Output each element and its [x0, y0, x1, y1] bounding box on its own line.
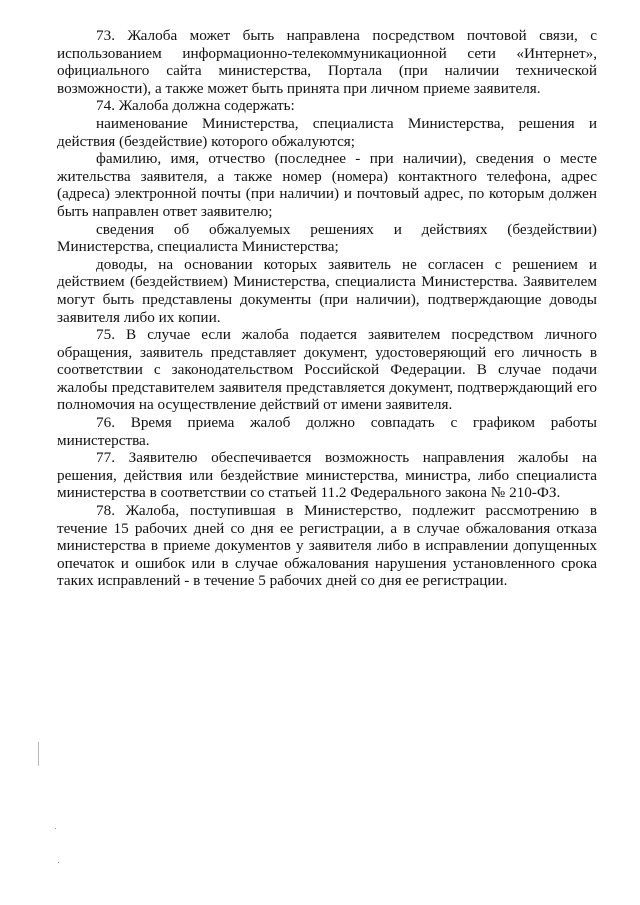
paragraph-74-item-applicant: фамилию, имя, отчество (последнее - при наличии), сведения о месте жительства заявителя, а также номер (номера) контактного телефона, адрес (адреса) электронной почты (при наличии) и почтовый адрес, по которым должен быть направлен ответ заявителю; [57, 150, 597, 220]
paragraph-75: 75. В случае если жалоба подается заявителем посредством личного обращения, заявитель представляет документ, удостоверяющий его личность в соответствии с законодательством Российской Федерации. В случае подачи жалобы представителем заявителя представляется документ, подтверждающий его полномочия на осуществление действий от имени заявителя. [57, 326, 597, 414]
paragraph-74-heading: 74. Жалоба должна содержать: [96, 97, 295, 115]
scan-speck [58, 862, 59, 863]
paragraph-74-item-ministry: наименование Министерства, специалиста Министерства, решения и действия (бездействие) которого обжалуются; [57, 114, 597, 150]
paragraph-77: 77. Заявителю обеспечивается возможность направления жалобы на решения, действия или бездействие министерства, министра, либо специалиста министерства в соответствии со статьей 11.2 Федерального закона № 210-ФЗ. [57, 449, 597, 502]
paragraph-78: 78. Жалоба, поступившая в Министерство, подлежит рассмотрению в течение 15 рабочих дней со дня ее регистрации, а в случае обжалования отказа министерства в приеме документов у заявителя либо в исправлении допущенных опечаток и ошибок или в случае обжалования нарушения установленного срока таких исправлений - в течение 5 рабочих дней со дня ее регистрации. [57, 502, 597, 590]
scan-margin-mark [38, 742, 39, 766]
paragraph-74-item-arguments: доводы, на основании которых заявитель не согласен с решением и действием (бездействием) Министерства, специалиста Министерства. Заявителем могут быть представлены документы (при наличии), подтверждающие доводы заявителя либо их копии. [57, 255, 597, 326]
scan-speck [55, 828, 56, 829]
paragraph-74-item-decisions: сведения об обжалуемых решениях и действиях (бездействии) Министерства, специалиста Министерства; [57, 220, 597, 256]
paragraph-76: 76. Время приема жалоб должно совпадать с графиком работы министерства. [57, 414, 597, 449]
paragraph-73: 73. Жалоба может быть направлена посредством почтовой связи, с использованием информационно-телекоммуникационной сети «Интернет», официального сайта министерства, Портала (при наличии технической возможности), а также может быть принята при личном приеме заявителя. [57, 27, 597, 97]
document-body [57, 27, 597, 590]
